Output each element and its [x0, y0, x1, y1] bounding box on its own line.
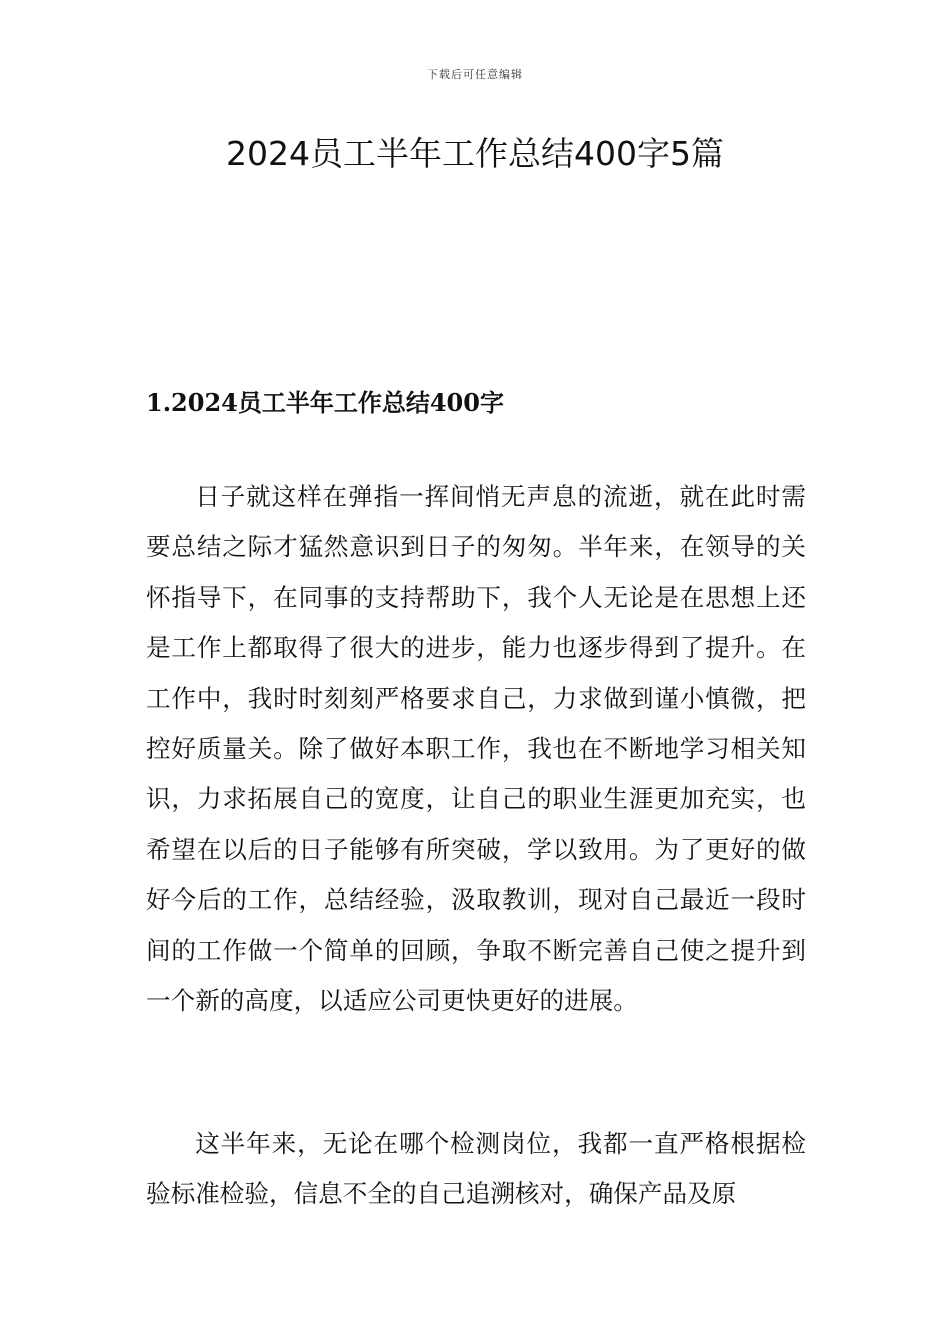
body-paragraph: 日子就这样在弹指一挥间悄无声息的流逝，就在此时需要总结之际才猛然意识到日子的匆匆。半年来，在领导的关怀指导下，在同事的支持帮助下，我个人无论是在思想上还是工作上都取得了很大的进步，能力也逐步得到了提升。在工作中，我时时刻刻严格要求自己，力求做到谨小慎微，把控好质量关。除了做好本职工作，我也在不断地学习相关知识，力求拓展自己的宽度，让自己的职业生涯更加充实，也希望在以后的日子能够有所突破，学以致用。为了更好的做好今后的工作，总结经验，汲取教训，现对自己最近一段时间的工作做一个简单的回顾，争取不断完善自己使之提升到一个新的高度，以适应公司更快更好的进展。: [146, 482, 806, 1016]
document-title: 2024员工半年工作总结400字5篇: [226, 134, 724, 173]
section-heading: 1.2024员工半年工作总结400字: [146, 388, 504, 417]
body-paragraph: 这半年来，无论在哪个检测岗位，我都一直严格根据检验标准检验，信息不全的自己追溯核对，确保产品及原: [146, 1129, 806, 1209]
header-note: 下载后可任意编辑: [427, 68, 523, 81]
